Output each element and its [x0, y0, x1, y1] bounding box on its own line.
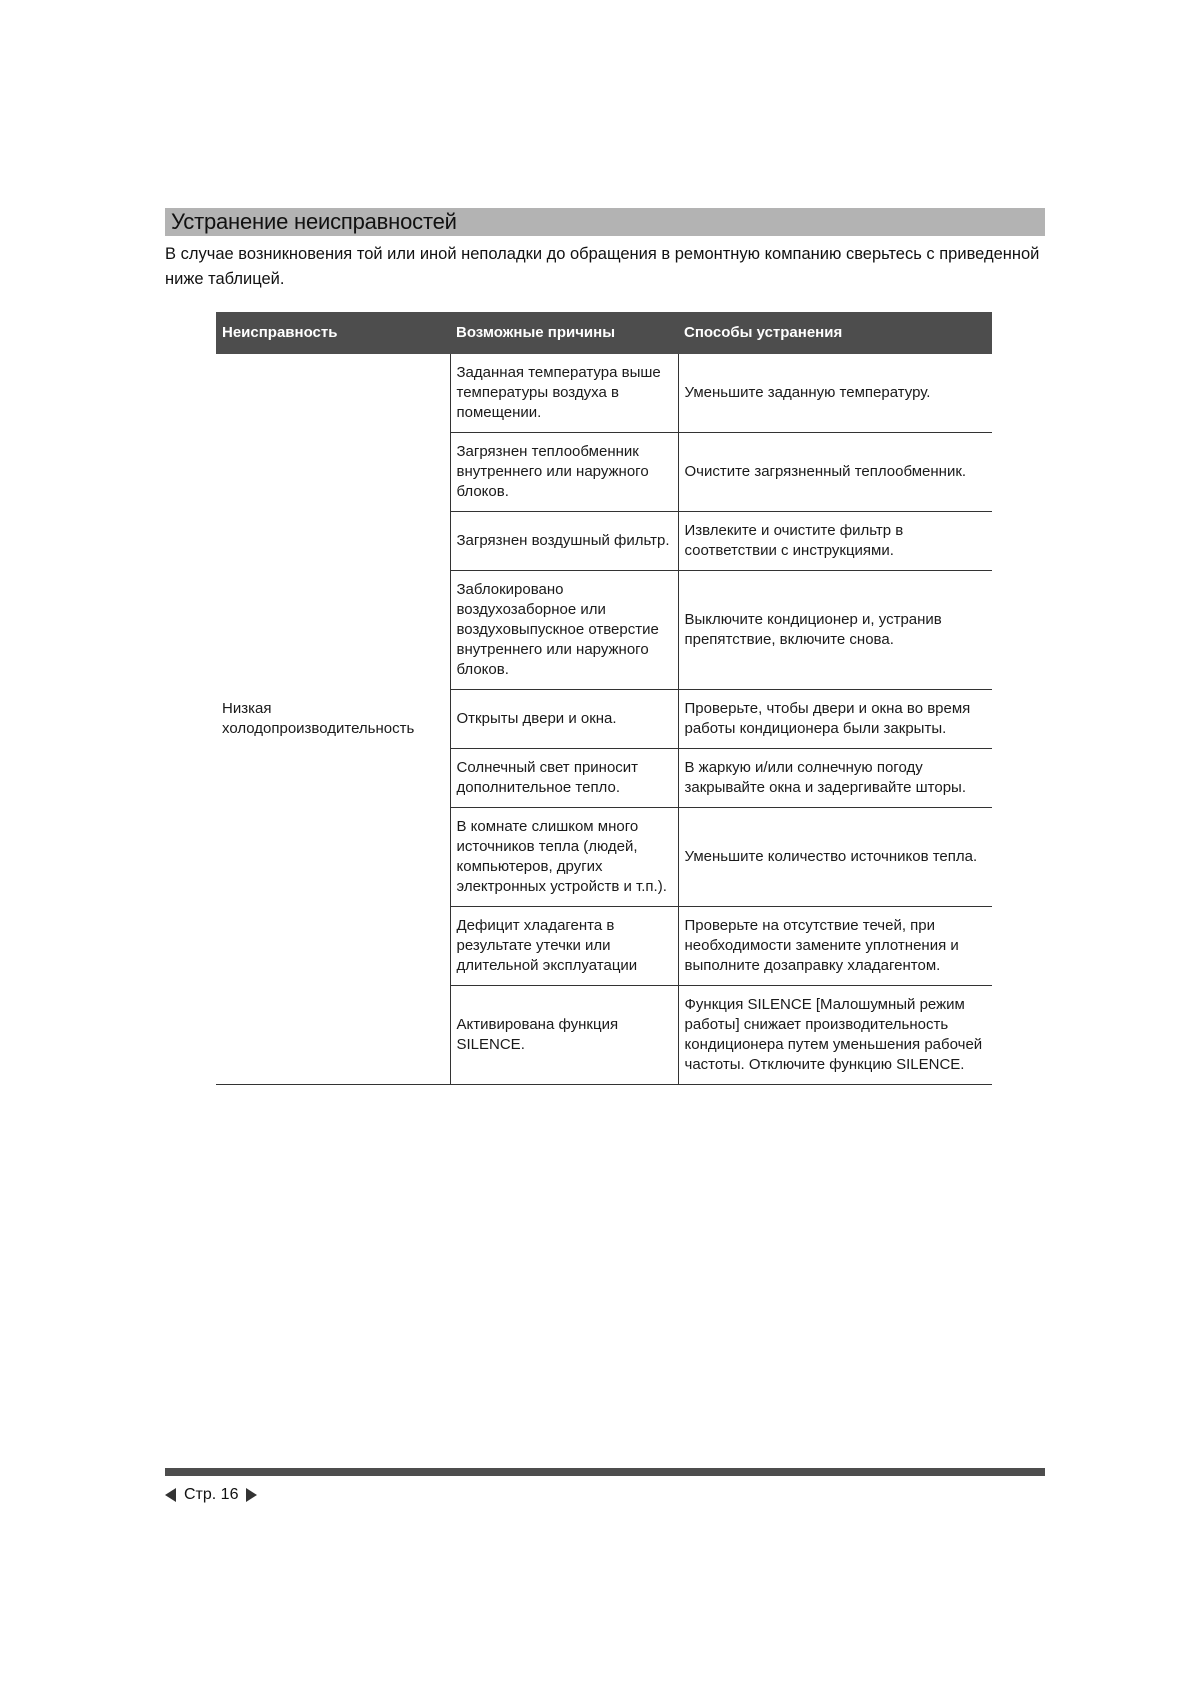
intro-text: В случае возникновения той или иной неполадки до обращения в ремонтную компанию сверьтесь с приведенной ниже таблицей.: [165, 245, 1040, 288]
remedy-cell: Уменьшите количество источников тепла.: [678, 808, 992, 907]
page-number: Стр. 16: [184, 1486, 239, 1503]
cause-cell: В комнате слишком много источников тепла (людей, компьютеров, других электронных устройств и т.п.).: [450, 808, 678, 907]
remedy-cell: Уменьшите заданную температуру.: [678, 354, 992, 433]
remedy-cell: Проверьте на отсутствие течей, при необходимости замените уплотнения и выполните дозаправку хладагентом.: [678, 907, 992, 986]
cause-cell: Солнечный свет приносит дополнительное тепло.: [450, 749, 678, 808]
header-remedies: Способы устранения: [678, 312, 992, 354]
troubleshooting-table: [216, 312, 992, 1085]
cause-cell: Заданная температура выше температуры воздуха в помещении.: [450, 354, 678, 433]
table-header-row: [216, 312, 992, 354]
footer-divider: [165, 1468, 1045, 1476]
page-footer: [165, 1484, 257, 1506]
section-title: Устранение неисправностей: [165, 208, 1045, 236]
table-row: [216, 354, 992, 433]
cause-cell: Дефицит хладагента в результате утечки или длительной эксплуатации: [450, 907, 678, 986]
triangle-left-icon[interactable]: [165, 1488, 176, 1502]
cause-cell: Загрязнен воздушный фильтр.: [450, 512, 678, 571]
remedy-cell: В жаркую и/или солнечную погоду закрывайте окна и задергивайте шторы.: [678, 749, 992, 808]
fault-cell: Низкая холодопроизводительность: [216, 354, 450, 1085]
cause-cell: Загрязнен теплообменник внутреннего или наружного блоков.: [450, 433, 678, 512]
remedy-cell: Проверьте, чтобы двери и окна во время работы кондиционера были закрыты.: [678, 690, 992, 749]
header-causes: Возможные причины: [450, 312, 678, 354]
triangle-right-icon[interactable]: [246, 1488, 257, 1502]
cause-cell: Заблокировано воздухозаборное или воздуховыпускное отверстие внутреннего или наружного блоков.: [450, 571, 678, 690]
remedy-cell: Выключите кондиционер и, устранив препятствие, включите снова.: [678, 571, 992, 690]
remedy-cell: Извлеките и очистите фильтр в соответствии с инструкциями.: [678, 512, 992, 571]
header-fault: Неисправность: [216, 312, 450, 354]
remedy-cell: Очистите загрязненный теплообменник.: [678, 433, 992, 512]
cause-cell: Активирована функция SILENCE.: [450, 986, 678, 1085]
remedy-cell: Функция SILENCE [Малошумный режим работы] снижает производительность кондиционера путем уменьшения рабочей частоты. Отключите функцию SILENCE.: [678, 986, 992, 1085]
cause-cell: Открыты двери и окна.: [450, 690, 678, 749]
